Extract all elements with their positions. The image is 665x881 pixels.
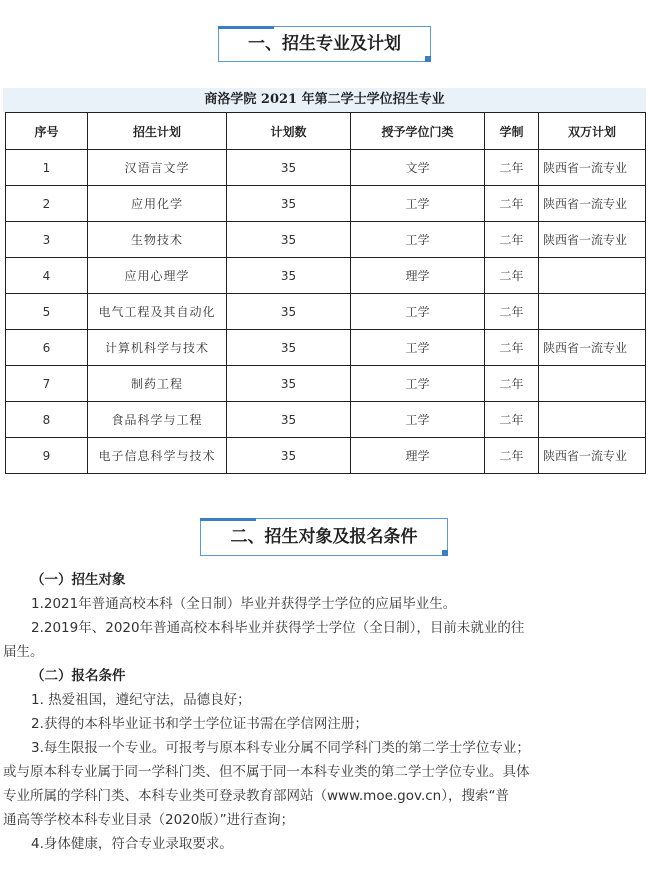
cell-plan	[539, 366, 646, 402]
paragraph: 专业所属的学科门类、本科专业类可登录教育部网站（www.moe.gov.cn），搜索“普	[3, 788, 509, 804]
cell-index: 1	[6, 150, 88, 186]
cell-duration: 二年	[485, 366, 539, 402]
cell-degree: 工学	[351, 222, 485, 258]
table-row	[6, 366, 646, 402]
cell-degree: 理学	[351, 258, 485, 294]
cell-degree: 文学	[351, 150, 485, 186]
cell-plan	[539, 258, 646, 294]
cell-plan: 陕西省一流专业	[539, 186, 646, 222]
header-major: 招生计划	[88, 113, 227, 150]
table-row	[6, 186, 646, 222]
table-caption: 商洛学院 2021 年第二学士学位招生专业	[3, 88, 646, 112]
cell-plan: 陕西省一流专业	[539, 150, 646, 186]
cell-index: 6	[6, 330, 88, 366]
cell-major: 电气工程及其自动化	[88, 294, 227, 330]
cell-plan	[539, 402, 646, 438]
header-index: 序号	[6, 113, 88, 150]
cell-duration: 二年	[485, 294, 539, 330]
cell-quota: 35	[227, 330, 351, 366]
cell-major: 汉语言文学	[88, 150, 227, 186]
cell-quota: 35	[227, 150, 351, 186]
table-row	[6, 294, 646, 330]
cell-quota: 35	[227, 294, 351, 330]
title-accent-square	[425, 56, 431, 62]
cell-degree: 工学	[351, 294, 485, 330]
cell-duration: 二年	[485, 150, 539, 186]
cell-index: 9	[6, 438, 88, 474]
table-header-row	[6, 113, 646, 150]
cell-duration: 二年	[485, 402, 539, 438]
cell-degree: 工学	[351, 366, 485, 402]
table-row	[6, 258, 646, 294]
cell-major: 制药工程	[88, 366, 227, 402]
eligibility-text	[3, 568, 645, 856]
header-degree-category: 授予学位门类	[351, 113, 485, 150]
cell-index: 7	[6, 366, 88, 402]
cell-degree: 工学	[351, 330, 485, 366]
cell-index: 2	[6, 186, 88, 222]
majors-table	[5, 112, 646, 474]
cell-quota: 35	[227, 258, 351, 294]
cell-index: 8	[6, 402, 88, 438]
cell-plan: 陕西省一流专业	[539, 222, 646, 258]
header-double-ten-thousand: 双万计划	[539, 113, 646, 150]
cell-index: 5	[6, 294, 88, 330]
table-row	[6, 222, 646, 258]
cell-index: 3	[6, 222, 88, 258]
section-title-text: 一、招生专业及计划	[248, 34, 401, 54]
cell-duration: 二年	[485, 438, 539, 474]
header-quota: 计划数	[227, 113, 351, 150]
table-row	[6, 150, 646, 186]
paragraph: 2.2019年、2020年普通高校本科毕业并获得学士学位（全日制），目前未就业的往	[31, 620, 525, 636]
paragraph: 通高等学校本科专业目录（2020版）”进行查询；	[3, 812, 295, 828]
cell-degree: 工学	[351, 402, 485, 438]
table-row	[6, 330, 646, 366]
cell-major: 食品科学与工程	[88, 402, 227, 438]
cell-quota: 35	[227, 438, 351, 474]
cell-duration: 二年	[485, 258, 539, 294]
cell-major: 应用心理学	[88, 258, 227, 294]
header-duration: 学制	[485, 113, 539, 150]
paragraph: 1. 热爱祖国，遵纪守法，品德良好；	[31, 692, 251, 708]
table-row	[6, 438, 646, 474]
table-row	[6, 402, 646, 438]
cell-degree: 工学	[351, 186, 485, 222]
paragraph: 2.获得的本科毕业证书和学士学位证书需在学信网注册；	[31, 716, 368, 732]
paragraph: 4.身体健康，符合专业录取要求。	[31, 836, 233, 852]
title-accent-square	[442, 550, 448, 556]
subheading-conditions: （二）报名条件	[31, 668, 126, 684]
section-title-enrollment-plan	[218, 26, 431, 62]
paragraph: 1.2021年普通高校本科（全日制）毕业并获得学士学位的应届毕业生。	[31, 596, 457, 612]
paragraph: 或与原本科专业属于同一学科门类、但不属于同一本科专业类的第二学士学位专业。具体	[3, 764, 530, 780]
cell-plan	[539, 294, 646, 330]
paragraph: 3.每生限报一个专业。可报考与原本科专业分属不同学科门类的第二学士学位专业；	[31, 740, 530, 756]
subheading-target: （一）招生对象	[31, 572, 126, 588]
cell-degree: 理学	[351, 438, 485, 474]
cell-duration: 二年	[485, 222, 539, 258]
cell-plan: 陕西省一流专业	[539, 330, 646, 366]
section-title-eligibility	[200, 518, 448, 556]
cell-major: 计算机科学与技术	[88, 330, 227, 366]
cell-plan: 陕西省一流专业	[539, 438, 646, 474]
cell-quota: 35	[227, 222, 351, 258]
cell-major: 生物技术	[88, 222, 227, 258]
section-title-text: 二、招生对象及报名条件	[230, 527, 418, 547]
cell-quota: 35	[227, 186, 351, 222]
cell-index: 4	[6, 258, 88, 294]
cell-duration: 二年	[485, 330, 539, 366]
cell-quota: 35	[227, 402, 351, 438]
cell-quota: 35	[227, 366, 351, 402]
title-accent-bar	[218, 26, 274, 29]
title-accent-bar	[200, 518, 256, 521]
paragraph: 届生。	[3, 644, 44, 660]
cell-major: 应用化学	[88, 186, 227, 222]
cell-duration: 二年	[485, 186, 539, 222]
cell-major: 电子信息科学与技术	[88, 438, 227, 474]
majors-table-container	[3, 88, 646, 474]
